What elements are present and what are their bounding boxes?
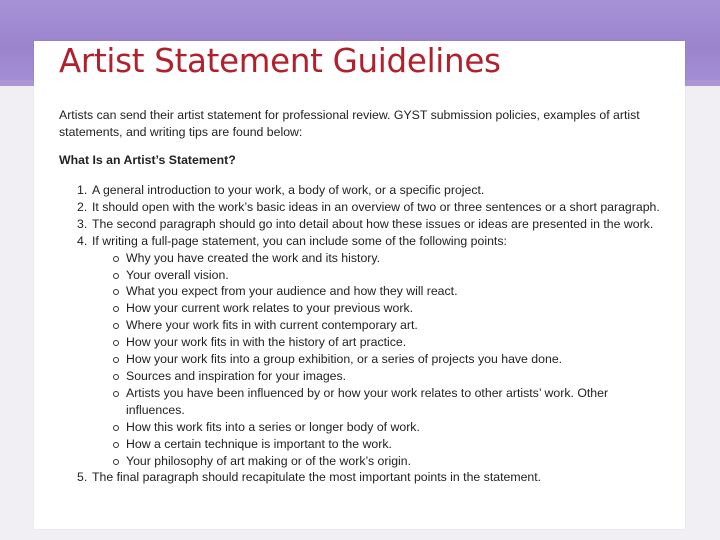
sublist-item-text: How a certain technique is important to the work. [126, 436, 392, 451]
item-text: It should open with the work’s basic ideas in an overview of two or three sentences or a short paragraph. [92, 199, 660, 214]
intro-paragraph: Artists can send their artist statement for professional review. GYST submission policies, examples of artist statements, and writing tips are found below: [59, 108, 640, 139]
sublist-item-text: Artists you have been influenced by or how your work relates to other artists’ work. Other influences. [126, 385, 609, 417]
circle-bullet-icon [113, 391, 119, 397]
points-sublist [92, 250, 662, 470]
item-text: The final paragraph should recapitulate the most important points in the statement. [92, 470, 542, 485]
sublist-item-text: What you expect from your audience and how they will react. [126, 284, 458, 299]
sublist-item-text: How your current work relates to your previous work. [126, 301, 414, 316]
circle-bullet-icon [113, 442, 119, 448]
sublist-item [126, 351, 662, 368]
sublist-item-text: Your philosophy of art making or of the work’s origin. [126, 453, 412, 468]
item-text: A general introduction to your work, a body of work, or a specific project. [92, 183, 485, 197]
circle-bullet-icon [113, 306, 119, 312]
sublist-item-text: Why you have created the work and its history. [126, 250, 381, 265]
sublist-item [126, 385, 662, 419]
list-item [77, 199, 662, 216]
section-heading: What Is an Artist’s Statement? [59, 153, 236, 167]
sublist-item [126, 267, 662, 284]
sublist-item [126, 317, 662, 334]
circle-bullet-icon [113, 256, 119, 262]
sublist-item-text: Sources and inspiration for your images. [126, 368, 347, 383]
list-item [77, 233, 662, 470]
circle-bullet-icon [113, 273, 119, 279]
sublist-item [126, 283, 662, 300]
circle-bullet-icon [113, 459, 119, 465]
sublist-item [126, 334, 662, 351]
guidelines-list [77, 182, 662, 486]
sublist-item-text: How your work fits in with the history of art practice. [126, 335, 407, 350]
circle-bullet-icon [113, 374, 119, 380]
slide-content [34, 41, 685, 529]
sublist-item [126, 419, 662, 436]
sublist-item-text: How this work fits into a series or longer body of work. [126, 419, 420, 434]
item-number: 5. [77, 470, 88, 485]
item-text: If writing a full-page statement, you can include some of the following points: [92, 233, 507, 248]
list-item [77, 216, 662, 233]
sublist-item-text: Your overall vision. [126, 267, 229, 282]
item-number: 1. [77, 183, 88, 197]
sublist-item-text: How your work fits into a group exhibition, or a series of projects you have done. [126, 352, 563, 367]
circle-bullet-icon [113, 289, 119, 295]
item-number: 3. [77, 216, 88, 231]
item-text: The second paragraph should go into detail about how these issues or ideas are presented in the work. [92, 216, 654, 231]
sublist-item [126, 436, 662, 453]
list-item [77, 469, 662, 486]
sublist-item-text: Where your work fits in with current contemporary art. [126, 318, 418, 333]
sublist-item [126, 453, 662, 470]
list-item [77, 182, 662, 199]
circle-bullet-icon [113, 323, 119, 329]
item-number: 4. [77, 233, 88, 248]
page-title: Artist Statement Guidelines [59, 42, 501, 80]
circle-bullet-icon [113, 357, 119, 363]
sublist-item [126, 300, 662, 317]
circle-bullet-icon [113, 340, 119, 346]
circle-bullet-icon [113, 425, 119, 431]
sublist-item [126, 368, 662, 385]
sublist-item [126, 250, 662, 267]
item-number: 2. [77, 199, 88, 214]
